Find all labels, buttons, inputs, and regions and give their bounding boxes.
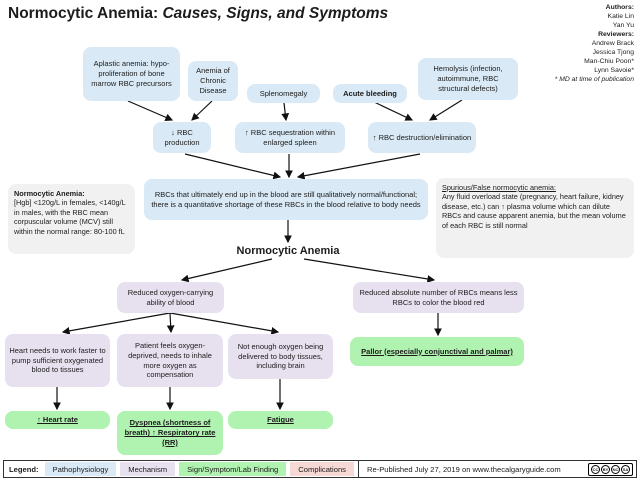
reviewer-name: Jessica Tjong (592, 48, 634, 56)
spurious-body: Any fluid overload state (pregnancy, heart failure, kidney disease, etc.) can ↑ plasma volume which can dilute RBCs and cause apparent anemia, but the mean volume of each RBC is still normal (442, 192, 626, 230)
node-fatigue: Fatigue (228, 411, 333, 429)
md-footnote: * MD at time of publication (554, 75, 634, 83)
definition-body: [Hgb] <120g/L in females, <140g/L in males, with the RBC mean corpuscular volume (MCV) still within the normal range: 80-100 fL (14, 198, 126, 236)
legend-item-sign-symptom: Sign/Symptom/Lab Finding (179, 462, 286, 476)
node-aplastic-anemia: Aplastic anemia: hypo-proliferation of bone marrow RBC precursors (83, 47, 180, 101)
title-subtitle: Causes, Signs, and Symptoms (162, 5, 389, 22)
author-name: Katie Lin (607, 12, 634, 20)
node-oxygen-deprived: Patient feels oxygen-deprived, needs to inhale more oxygen as compensation (117, 334, 223, 387)
credits-block (555, 4, 634, 85)
central-diagnosis-label: Normocytic Anemia (236, 245, 340, 257)
node-hemolysis: Hemolysis (infection, autoimmune, RBC structural defects) (418, 58, 518, 100)
node-acute-bleeding: Acute bleeding (333, 84, 407, 103)
reviewer-name: Lynn Savoie* (594, 66, 634, 74)
node-not-enough-oxygen: Not enough oxygen being delivered to body tissues, including brain (228, 334, 333, 379)
legend-item-pathophysiology: Pathophysiology (45, 462, 117, 476)
authors-label: Authors: (605, 4, 634, 11)
legend-item-mechanism: Mechanism (120, 462, 175, 476)
definition-heading: Normocytic Anemia: (14, 189, 85, 198)
node-reduced-rbc-number: Reduced absolute number of RBCs means less RBCs to color the blood red (353, 282, 524, 313)
node-heart-works-faster: Heart needs to work faster to pump sufficient oxygenated blood to tissues (5, 334, 110, 387)
reviewers-label: Reviewers: (598, 30, 634, 38)
reviewer-name: Andrew Brack (591, 39, 634, 47)
node-qualitative-shortage: RBCs that ultimately end up in the blood are still qualitatively normal/functional; there is a quantitative shortage of these RBCs in the blood relative to body needs (144, 179, 428, 220)
author-name: Yan Yu (612, 21, 634, 29)
reviewer-name: Man-Chiu Poon* (584, 57, 634, 65)
spurious-heading: Spurious/False normocytic anemia: (442, 183, 556, 192)
cc-icon: CC (592, 466, 599, 472)
node-dyspnea: Dyspnea (shortness of breath) ↑ Respiratory rate (RR) (117, 411, 223, 455)
node-rbc-sequestration: ↑ RBC sequestration within enlarged spleen (235, 122, 345, 153)
definition-box (8, 184, 135, 254)
legend-bar (3, 460, 637, 478)
cc-by-icon: BY (602, 466, 609, 472)
creative-commons-badge (588, 463, 633, 476)
node-anemia-chronic-disease: Anemia of Chronic Disease (188, 61, 238, 101)
title-prefix: Normocytic Anemia: (8, 5, 163, 22)
node-pallor: Pallor (especially conjunctival and palmar) (350, 337, 524, 366)
node-rbc-destruction: ↑ RBC destruction/elimination (368, 122, 476, 153)
page-title (8, 5, 388, 23)
cc-nc-icon: NC (612, 466, 619, 472)
legend-label: Legend: (9, 464, 39, 474)
spurious-anemia-box (436, 178, 634, 258)
node-reduced-oxygen-carrying: Reduced oxygen-carrying ability of blood (117, 282, 224, 313)
cc-sa-icon: SA (622, 466, 629, 472)
node-splenomegaly: Splenomegaly (247, 84, 320, 103)
legend-item-complications: Complications (290, 462, 354, 476)
republished-text: Re-Published July 27, 2019 on www.thecalgaryguide.com (366, 464, 561, 474)
node-rbc-production: ↓ RBC production (153, 122, 211, 153)
node-heart-rate: ↑ Heart rate (5, 411, 110, 429)
